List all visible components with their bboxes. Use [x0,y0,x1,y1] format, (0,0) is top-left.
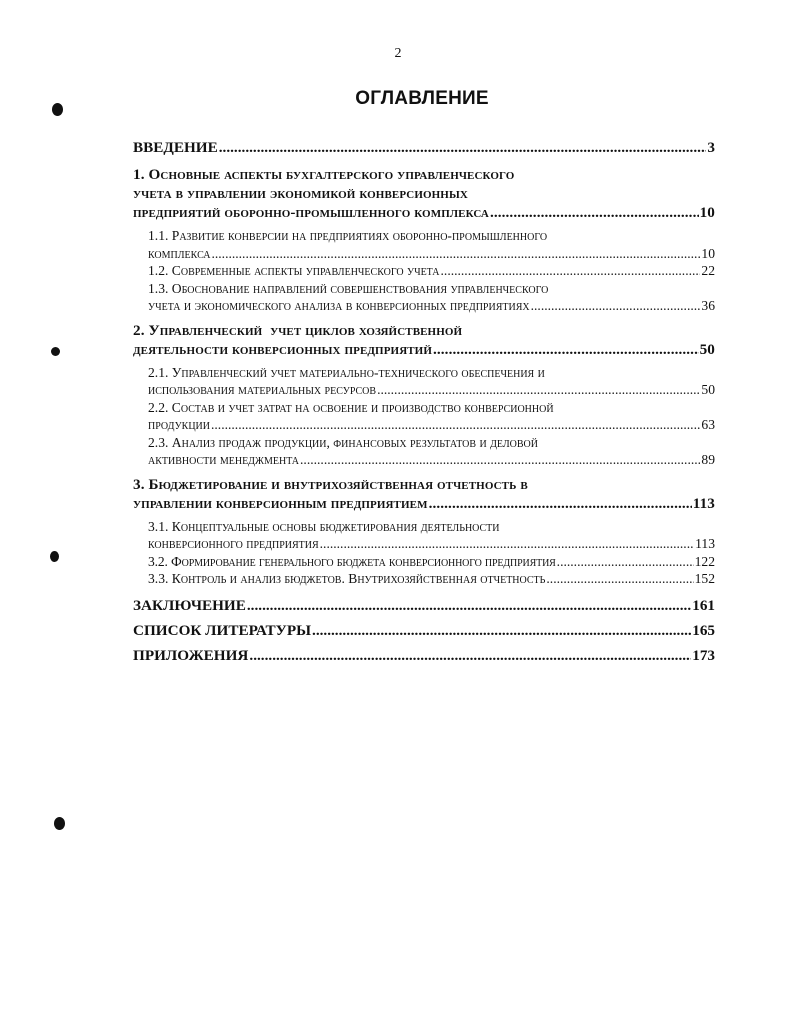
dot-leader [211,245,700,263]
toc-line: активности менеджмента [148,452,300,467]
dot-leader [433,340,699,359]
dot-leader [312,621,691,640]
dot-leader [557,553,694,571]
toc-entry-conclusion[interactable] [133,596,715,615]
toc-entry-label: СПИСОК ЛИТЕРАТУРЫ [133,621,312,639]
toc-chapter-2[interactable] [133,321,715,359]
toc-page-number: 165 [692,621,715,639]
toc-section-1-1[interactable] [148,227,715,262]
toc-page-number: 36 [701,298,715,313]
toc-line: 1.1. Развитие конверсии на предприятиях оборонно-промышленного [148,228,548,243]
page-number: 2 [394,46,402,61]
toc-section-2-1[interactable] [148,364,715,399]
toc-section-3-2[interactable] [148,553,715,571]
dot-leader [531,297,701,315]
toc-line: использования материальных ресурсов [148,382,377,397]
toc-page-number: 10 [701,245,715,261]
toc-line: предприятий оборонно-промышленного комплекса [133,204,489,221]
toc-entry-label: ВВЕДЕНИЕ [133,139,218,156]
toc-line: учета в управлении экономикой конверсионных [133,185,468,202]
toc-section-2-3[interactable] [148,434,715,469]
toc-section-1-2[interactable] [148,262,715,280]
dot-leader [300,451,700,469]
page-title: ОГЛАВЛЕНИЕ [355,88,489,109]
toc-page-number: 10 [699,204,715,221]
toc-section-2-2[interactable] [148,399,715,434]
toc-entry-appendices[interactable] [133,646,715,665]
punch-hole-mark [52,103,63,116]
toc-line: 1.2. Современные аспекты управленческого учета [148,263,440,278]
dot-leader [247,596,691,615]
dot-leader [211,416,700,434]
toc-section-3-1[interactable] [148,518,715,553]
toc-page-number: 50 [699,340,715,358]
toc-line: конверсионного предприятия [148,536,319,551]
dot-leader [249,646,691,665]
toc-page-number: 113 [692,494,715,512]
toc-page-number: 22 [701,263,715,278]
toc-page-number: 173 [692,646,715,664]
dot-leader [441,262,701,280]
toc-page-number: 50 [701,382,715,397]
dot-leader [320,535,694,553]
table-of-contents [133,138,715,665]
toc-chapter-1[interactable] [133,165,715,222]
toc-page-number: 122 [694,553,715,569]
toc-page-number: 89 [701,452,715,467]
toc-line: комплекса [148,245,211,261]
punch-hole-mark [51,347,60,356]
toc-line: 3.2. Формирование генерального бюджета конверсионного предприятия [148,553,556,569]
toc-line: продукции [148,417,210,432]
toc-section-3-3[interactable] [148,570,715,588]
toc-entry-references[interactable] [133,621,715,640]
dot-leader [490,203,699,222]
toc-page-number: 3 [707,139,715,156]
toc-entry-intro[interactable] [133,138,715,157]
dot-leader [219,138,707,157]
dot-leader [429,494,692,513]
punch-hole-mark [50,551,59,562]
toc-chapter-3[interactable] [133,475,715,513]
dot-leader [377,381,700,399]
toc-line: 2.2. Состав и учет затрат на освоение и производство конверсионной [148,399,554,415]
toc-page-number: 161 [692,596,715,614]
toc-line: деятельности конверсионных предприятий [133,340,432,358]
toc-page-number: 152 [694,571,715,586]
toc-line: 2.3. Анализ продаж продукции, финансовых результатов и деловой [148,434,538,450]
toc-line: 2. Управленческий учет циклов хозяйственной [133,321,463,339]
toc-section-1-3[interactable] [148,280,715,315]
toc-line: 2.1. Управленческий учет материально-технического обеспечения и [148,364,545,380]
toc-line: 1. Основные аспекты бухгалтерского управленческого [133,166,515,183]
toc-line: 3.1. Концептуальные основы бюджетирования деятельности [148,518,500,534]
toc-line: 1.3. Обоснование направлений совершенствования управленческого [148,280,549,296]
toc-line: учета и экономического анализа в конверсионных предприятиях [148,298,530,313]
toc-page-number: 113 [695,536,715,551]
toc-entry-label: ЗАКЛЮЧЕНИЕ [133,596,246,614]
toc-line: 3. Бюджетирование и внутрихозяйственная отчетность в [133,475,528,493]
toc-entry-label: ПРИЛОЖЕНИЯ [133,646,249,664]
punch-hole-mark [54,817,65,830]
dot-leader [546,570,693,588]
toc-line: 3.3. Контроль и анализ бюджетов. Внутрихозяйственная отчетность [148,571,546,586]
toc-line: управлении конверсионным предприятием [133,494,428,512]
toc-page-number: 63 [701,417,715,432]
